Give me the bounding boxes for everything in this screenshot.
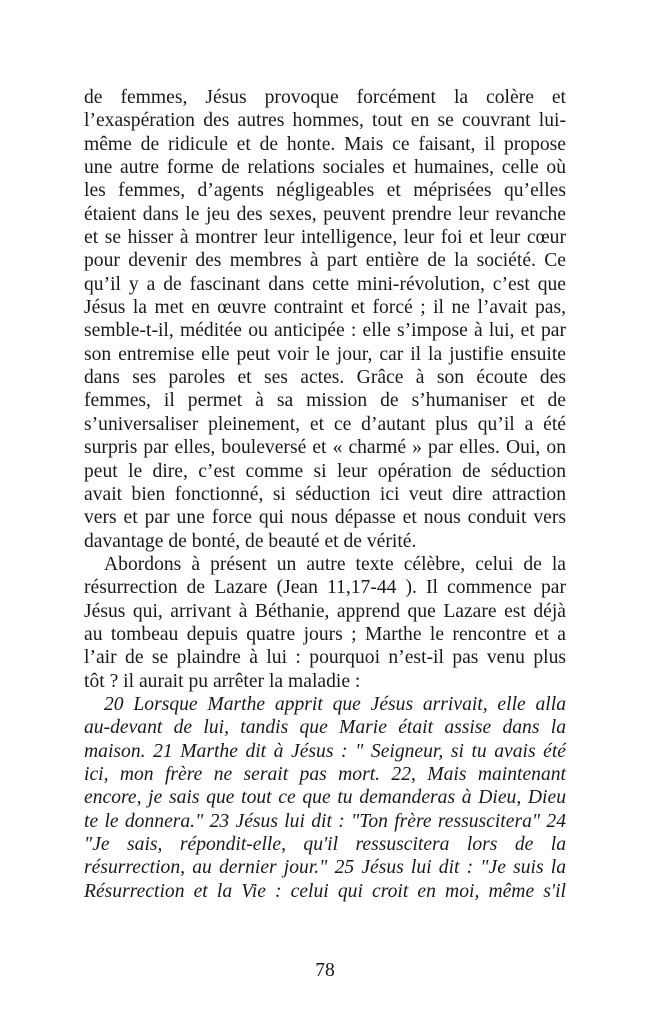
text-line: résurrection, au dernier jour." 25 Jésus lui dit : "Je suis la (84, 857, 566, 879)
text-line: Jésus la met en œuvre contraint et forcé ; il ne l’avait pas, (84, 297, 566, 319)
text-line: l’air de se plaindre à lui : pourquoi n’est-il pas venu plus (84, 647, 566, 669)
text-line: au-devant de lui, tandis que Marie était assise dans la (84, 717, 566, 739)
text-line: ici, mon frère ne serait pas mort. 22, Mais maintenant (84, 763, 566, 785)
text-line: tôt ? il aurait pu arrêter la maladie : (84, 670, 361, 692)
text-line: étaient dans le jeu des sexes, peuvent prendre leur revanche (84, 203, 566, 225)
text-line: Abordons à présent un autre texte célèbre, celui de la (104, 553, 566, 575)
text-line: dans ses paroles et ses actes. Grâce à son écoute des (84, 367, 566, 389)
text-line: "Je sais, répondit-elle, qu'il ressuscitera lors de la (84, 834, 566, 855)
text-line: de femmes, Jésus provoque forcément la colère et (84, 87, 566, 108)
text-line: les femmes, d’agents négligeables et méprisées qu’elles (84, 180, 566, 202)
text-line: encore, je sais que tout ce que tu demanderas à Dieu, Dieu (84, 787, 566, 809)
text-line: te le donnera." 23 Jésus lui dit : "Ton frère ressuscitera" 24 (84, 810, 566, 832)
text-line: Résurrection et la Vie : celui qui croit en moi, même s'il (84, 880, 566, 902)
text-line: vers et par une force qui nous dépasse et nous conduit vers (84, 507, 566, 529)
text-line: l’exaspération des autres hommes, tout en se couvrant lui- (84, 110, 566, 132)
page-body (84, 86, 566, 903)
text-line: surpris par elles, bouleversé et « charmé » par elles. Oui, on (84, 437, 566, 459)
text-line: résurrection de Lazare (Jean 11,17-44 ). Il commence par (84, 577, 566, 599)
text-line: une autre forme de relations sociales et humaines, celle où (84, 157, 566, 179)
text-line: pour devenir des membres à part entière de la société. Ce (84, 250, 566, 272)
text-line: davantage de bonté, de beauté et de vérité. (84, 530, 417, 552)
text-line: au tombeau depuis quatre jours ; Marthe le rencontre et a (84, 623, 566, 645)
text-line: femmes, il permet à sa mission de s’humaniser et de (84, 390, 566, 412)
text-line: et se hisser à montrer leur intelligence, leur foi et leur cœur (84, 227, 566, 249)
text-line: avait bien fonctionné, si séduction ici veut dire attraction (84, 483, 566, 505)
text-line: peut le dire, c’est comme si leur opération de séduction (84, 460, 566, 482)
quotation-passage (84, 693, 566, 903)
paragraph-1 (84, 86, 566, 553)
text-line: 20 Lorsque Marthe apprit que Jésus arrivait, elle alla (104, 693, 566, 715)
text-line: qu’il y a de fascinant dans cette mini-révolution, c’est que (84, 273, 566, 295)
text-line: son entremise elle peut voir le jour, car il la justifie ensuite (84, 343, 566, 365)
text-line: s’universaliser pleinement, et ce d’autant plus qu’il a été (84, 413, 566, 435)
text-line: Jésus qui, arrivant à Béthanie, apprend que Lazare est déjà (84, 600, 566, 622)
text-line: semble-t-il, méditée ou anticipée : elle s’impose à lui, et par (84, 320, 566, 342)
text-line: maison. 21 Marthe dit à Jésus : " Seigneur, si tu avais été (84, 740, 566, 762)
text-line: même de ridicule et de honte. Mais ce faisant, il propose (84, 133, 566, 155)
paragraph-2 (84, 553, 566, 693)
page-number: 78 (315, 960, 335, 981)
